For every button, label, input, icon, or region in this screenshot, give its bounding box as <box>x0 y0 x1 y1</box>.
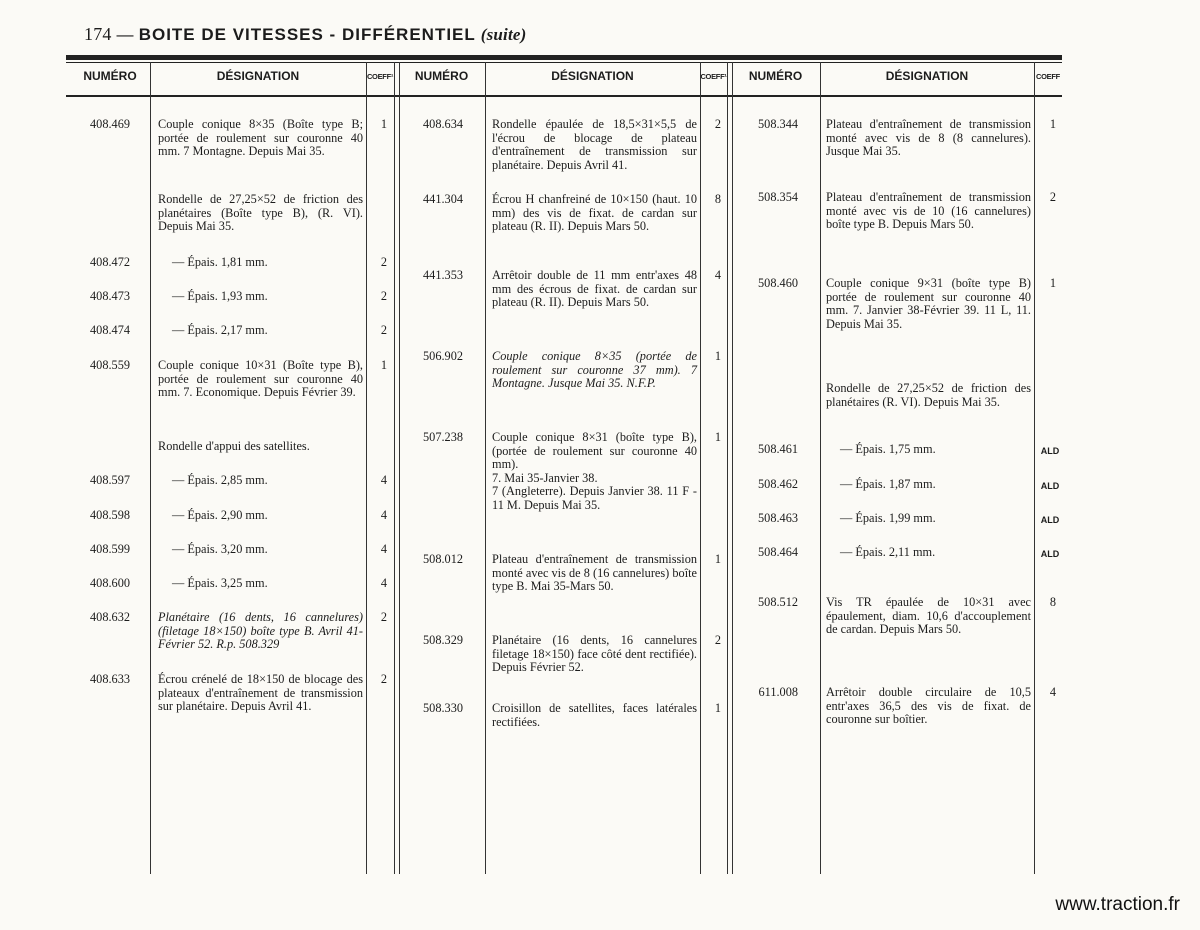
header-numero: NUMÉRO <box>748 69 803 83</box>
part-designation: Couple conique 8×35 (Boîte type B; portée de roulement sur couronne 40 mm. 7 Montagne. Depuis Mai 35. <box>158 117 363 159</box>
header-designation: DÉSIGNATION <box>551 69 634 83</box>
part-number: 441.353 <box>423 268 463 282</box>
column-divider-double <box>727 62 733 874</box>
part-number: 408.597 <box>90 473 130 487</box>
part-coeff: 4 <box>380 542 388 556</box>
part-designation: Vis TR épaulée de 10×31 avec épaulement, diam. 10,6 d'accouplement de cardan. Depuis Mars 50. <box>826 595 1031 637</box>
part-coeff: 4 <box>714 268 722 282</box>
header-numero: NUMÉRO <box>83 69 137 83</box>
part-coeff: 8 <box>1049 595 1057 609</box>
part-coeff: 2 <box>380 610 388 624</box>
top-rule-thick <box>66 55 1062 60</box>
part-number: 508.512 <box>758 595 798 609</box>
part-designation: — Épais. 3,25 mm. <box>172 576 268 590</box>
part-designation: Plateau d'entraînement de transmission monté avec vis de 8 (8 cannelures). Jusque Mai 35. <box>826 117 1031 159</box>
part-coeff: 2 <box>1049 190 1057 204</box>
part-coeff: 1 <box>714 430 722 444</box>
part-designation: Écrou H chanfreiné de 10×150 (haut. 10 mm) des vis de fixat. de cardan sur plateau (R. II). Depuis Mars 50. <box>492 192 697 234</box>
part-coeff: 4 <box>380 576 388 590</box>
part-coeff: 1 <box>714 349 722 363</box>
part-number: 408.600 <box>90 576 130 590</box>
part-designation: — Épais. 1,81 mm. <box>172 255 268 269</box>
part-designation: — Épais. 2,90 mm. <box>172 508 268 522</box>
part-designation: Rondelle de 27,25×52 de friction des planétaires (R. VI). Depuis Mai 35. <box>826 381 1031 409</box>
part-designation: Couple conique 9×31 (boîte type B) portée de roulement sur couronne 40 mm. 7. Janvier 38-Février 39. 11 L, 11. Depuis Mai 35. <box>826 276 1031 331</box>
column-divider <box>485 62 486 874</box>
title-dash: — <box>116 25 134 44</box>
part-designation: Couple conique 8×31 (boîte type B), (portée de roulement sur couronne 40 mm). 7. Mai 35-Janvier 38. 7 (Angleterre). Depuis Janvier 38. 11 F - 11 M. Depuis Mai 35. <box>492 430 697 512</box>
column-divider <box>366 62 367 874</box>
part-designation: Couple conique 10×31 (Boîte type B), portée de roulement sur couronne 40 mm. 7. Economique. Depuis Février 39. <box>158 358 363 400</box>
part-number: 408.634 <box>423 117 463 131</box>
part-designation: Couple conique 8×35 (portée de roulement sur couronne 37 mm). 7 Montagne. Jusque Mai 35. N.F.P. <box>492 349 697 391</box>
watermark: www.traction.fr <box>1055 894 1180 915</box>
part-number: 408.599 <box>90 542 130 556</box>
top-rule-thin <box>66 62 1062 63</box>
part-designation: — Épais. 1,87 mm. <box>840 477 936 491</box>
part-number: 408.632 <box>90 610 130 624</box>
part-designation: — Épais. 2,17 mm. <box>172 323 268 337</box>
part-coeff: 1 <box>1049 276 1057 290</box>
part-designation: — Épais. 1,75 mm. <box>840 442 936 456</box>
column-divider <box>700 62 701 874</box>
part-coeff: 2 <box>380 672 388 686</box>
part-coeff: 1 <box>1049 117 1057 131</box>
page-title <box>84 24 527 45</box>
column-divider-double <box>394 62 400 874</box>
header-bottom-rule <box>66 95 1062 97</box>
part-number: 507.238 <box>423 430 463 444</box>
part-designation: Arrêtoir double de 11 mm entr'axes 48 mm des écrous de fixat. de cardan sur plateau (R. II). Depuis Mars 50. <box>492 268 697 310</box>
part-number: 508.463 <box>758 511 798 525</box>
part-number: 508.464 <box>758 545 798 559</box>
part-coeff: 2 <box>714 117 722 131</box>
part-designation: — Épais. 2,11 mm. <box>840 545 936 559</box>
page-number: 174 <box>84 24 112 44</box>
part-coeff: 4 <box>380 508 388 522</box>
part-number: 508.012 <box>423 552 463 566</box>
part-number: 408.472 <box>90 255 130 269</box>
part-coeff: ALD <box>1040 515 1060 525</box>
part-coeff: 4 <box>380 473 388 487</box>
part-designation: — Épais. 3,20 mm. <box>172 542 268 556</box>
part-number: 408.559 <box>90 358 130 372</box>
section-title-suite: (suite) <box>480 25 527 44</box>
column-divider <box>150 62 151 874</box>
part-number: 441.304 <box>423 192 463 206</box>
part-designation: Arrêtoir double circulaire de 10,5 entr'axes 36,5 des vis de fixat. de couronne sur boîtier. <box>826 685 1031 727</box>
part-coeff: 2 <box>380 323 388 337</box>
section-title: BOITE DE VITESSES - DIFFÉRENTIEL <box>138 25 476 44</box>
part-coeff: 1 <box>380 358 388 372</box>
part-coeff: ALD <box>1040 481 1060 491</box>
part-coeff: 1 <box>380 117 388 131</box>
header-numero: NUMÉRO <box>414 69 469 83</box>
part-number: 508.329 <box>423 633 463 647</box>
part-designation: — Épais. 2,85 mm. <box>172 473 268 487</box>
part-number: 508.460 <box>758 276 798 290</box>
part-number: 508.461 <box>758 442 798 456</box>
part-number: 408.633 <box>90 672 130 686</box>
part-coeff: 2 <box>380 255 388 269</box>
part-designation: Rondelle de 27,25×52 de friction des planétaires (Boîte type B), (R. VI). Depuis Mai 35. <box>158 192 363 234</box>
part-designation: Rondelle épaulée de 18,5×31×5,5 de l'écrou de blocage de plateau d'entraînement de transmission sur planétaire. Depuis Avril 41. <box>492 117 697 172</box>
part-number: 508.344 <box>758 117 798 131</box>
column-divider <box>1034 62 1035 874</box>
header-coeff: COEFF <box>1036 72 1060 81</box>
part-designation: — Épais. 1,93 mm. <box>172 289 268 303</box>
part-number: 508.462 <box>758 477 798 491</box>
part-number: 508.354 <box>758 190 798 204</box>
part-coeff: 2 <box>380 289 388 303</box>
part-number: 508.330 <box>423 701 463 715</box>
header-coeff: COEFF¹ <box>700 72 727 81</box>
part-number: 408.474 <box>90 323 130 337</box>
part-designation: Plateau d'entraînement de transmission monté avec vis de 10 (16 cannelures) boîte type B. Depuis Mars 50. <box>826 190 1031 232</box>
column-divider <box>820 62 821 874</box>
part-coeff: 1 <box>714 552 722 566</box>
part-coeff: ALD <box>1040 549 1060 559</box>
part-designation: Écrou crénelé de 18×150 de blocage des plateaux d'entraînement de transmission sur planétaire. Depuis Avril 41. <box>158 672 363 714</box>
part-designation: — Épais. 1,99 mm. <box>840 511 936 525</box>
part-designation: Plateau d'entraînement de transmission monté avec vis de 8 (16 cannelures) boîte type B. Mai 35-Mars 50. <box>492 552 697 594</box>
part-number: 506.902 <box>423 349 463 363</box>
part-designation: Rondelle d'appui des satellites. <box>158 439 310 453</box>
part-coeff: 4 <box>1049 685 1057 699</box>
part-designation: Croisillon de satellites, faces latérales rectifiées. <box>492 701 697 729</box>
part-designation: Planétaire (16 dents, 16 cannelures filetage 18×150) face côté dent rectifiée). Depuis Février 52. <box>492 633 697 675</box>
part-number: 611.008 <box>758 685 798 699</box>
part-coeff: ALD <box>1040 446 1060 456</box>
part-coeff: 1 <box>714 701 722 715</box>
part-coeff: 8 <box>714 192 722 206</box>
part-number: 408.469 <box>90 117 130 131</box>
header-designation: DÉSIGNATION <box>216 69 300 83</box>
part-designation: Planétaire (16 dents, 16 cannelures) (filetage 18×150) boîte type B. Avril 41-Février 52. R.p. 508.329 <box>158 610 363 652</box>
header-coeff: COEFF¹ <box>366 72 394 81</box>
header-designation: DÉSIGNATION <box>885 69 969 83</box>
part-coeff: 2 <box>714 633 722 647</box>
part-number: 408.598 <box>90 508 130 522</box>
part-number: 408.473 <box>90 289 130 303</box>
